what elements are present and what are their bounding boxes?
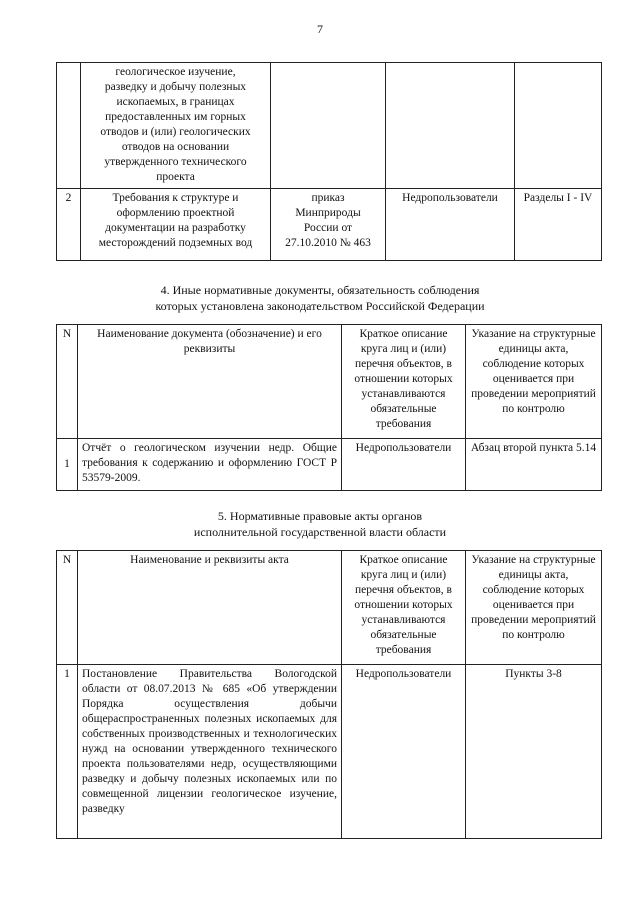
row-number bbox=[57, 63, 81, 189]
table-header-row bbox=[57, 551, 602, 665]
section5-table bbox=[56, 550, 602, 839]
section4-title: 4. Иные нормативные документы, обязательность соблюдения которых установлена законодательством Российской Федерации bbox=[155, 283, 485, 313]
table-row bbox=[57, 439, 602, 491]
structural-units: Пункты 3-8 bbox=[466, 665, 602, 839]
header-number: N bbox=[57, 551, 78, 665]
act-details bbox=[271, 63, 386, 189]
section5-title: 5. Нормативные правовые акты органов исполнительной государственной власти области bbox=[193, 509, 447, 539]
act-details: приказ Минприроды России от 27.10.2010 № 463 bbox=[271, 189, 386, 261]
header-number: N bbox=[57, 325, 78, 439]
act-name: Постановление Правительства Вологодской области от 08.07.2013 № 685 «Об утверждении Порядка осуществления добычи общераспространенных полезных ископаемых для собственных производственных и технологических нужд на основании утвержденного технического проекта пользователями недр, осуществляющими разведку и добычу полезных ископаемых или по совмещенной лицензии геологическое изучение, разведку bbox=[78, 665, 342, 839]
requirement-name: геологическое изучение, разведку и добычу полезных ископаемых, в границах предоставленных им горных отводов и (или) геологических отводов на основании утвержденного технического проекта bbox=[81, 63, 271, 189]
header-structural-units: Указание на структурные единицы акта, соблюдение которых оценивается при проведении мероприятий по контролю bbox=[466, 551, 602, 665]
persons-description: Недропользователи bbox=[342, 439, 466, 491]
persons-description: Недропользователи bbox=[342, 665, 466, 839]
row-number: 1 bbox=[57, 439, 78, 491]
table-row bbox=[57, 189, 602, 261]
table-row bbox=[57, 63, 602, 189]
section4-table bbox=[56, 324, 602, 491]
header-act-name: Наименование и реквизиты акта bbox=[78, 551, 342, 665]
continued-table bbox=[56, 62, 602, 261]
structural-units: Абзац второй пункта 5.14 bbox=[466, 439, 602, 491]
header-persons: Краткое описание круга лиц и (или) перечня объектов, в отношении которых устанавливаются обязательные требования bbox=[342, 325, 466, 439]
document-name: Отчёт о геологическом изучении недр. Общие требования к содержанию и оформлению ГОСТ Р 53579-2009. bbox=[78, 439, 342, 491]
persons-description bbox=[386, 63, 515, 189]
page-number: 7 bbox=[317, 22, 323, 36]
structural-units bbox=[515, 63, 602, 189]
header-persons: Краткое описание круга лиц и (или) перечня объектов, в отношении которых устанавливаются обязательные требования bbox=[342, 551, 466, 665]
row-number: 1 bbox=[57, 665, 78, 839]
row-number: 2 bbox=[57, 189, 81, 261]
structural-units: Разделы I - IV bbox=[515, 189, 602, 261]
header-document-name: Наименование документа (обозначение) и его реквизиты bbox=[78, 325, 342, 439]
header-structural-units: Указание на структурные единицы акта, соблюдение которых оценивается при проведении мероприятий по контролю bbox=[466, 325, 602, 439]
table-row bbox=[57, 665, 602, 839]
requirement-name: Требования к структуре и оформлению проектной документации на разработку месторождений подземных вод bbox=[81, 189, 271, 261]
table-header-row bbox=[57, 325, 602, 439]
persons-description: Недропользователи bbox=[386, 189, 515, 261]
